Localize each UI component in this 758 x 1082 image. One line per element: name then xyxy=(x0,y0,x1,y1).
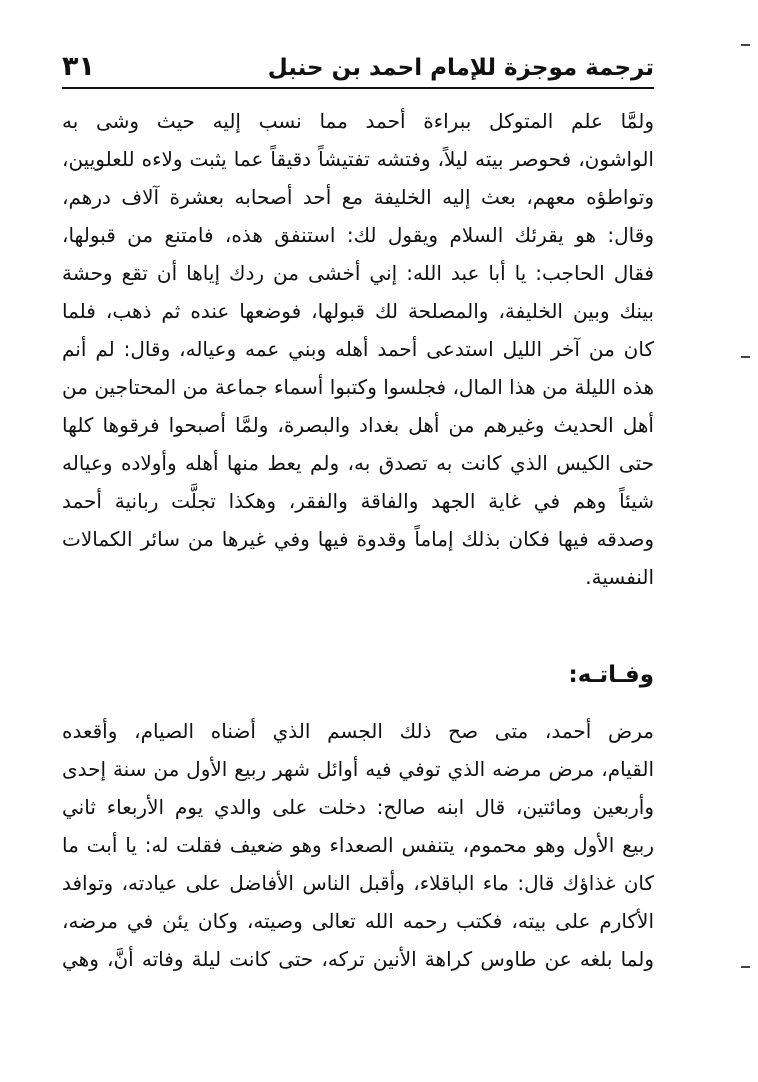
text-line: وقال: هو يقرئك السلام ويقول لك: استنفق هذه، فامتنع من قبولها، xyxy=(62,223,654,247)
text-line: مرض أحمد، متى صح ذلك الجسم الذي أضناه الصيام، وأقعده xyxy=(62,719,654,743)
margin-tick-mark xyxy=(741,356,750,358)
page-number: ٣١ xyxy=(62,51,95,82)
text-line: وتواطؤه معهم، بعث إليه الخليفة مع أحد أصحابه بعشرة آلاف درهم، xyxy=(62,185,654,209)
text-line: النفسية. xyxy=(585,565,654,589)
text-line: شيئاً وهم في غاية الجهد والفاقة والفقر، وهكذا تجلَّت ربانية أحمد xyxy=(62,489,654,513)
text-line: وأربعين ومائتين، قال ابنه صالح: دخلت على والدي يوم الأربعاء ثاني xyxy=(62,795,654,819)
text-line: كان غذاؤك قال: ماء الباقلاء، وأقبل الناس الأفاضل على عيادته، وتوافد xyxy=(62,871,654,895)
text-line: الواشون، فحوصر بيته ليلاً، وفتشه تفتيشاً دقيقاً عما يثبت ولاءه للعلويين، xyxy=(62,147,654,171)
text-line: حتى الكيس الذي كانت به تصدق به، ولم يعط منها أهله وأولاده وعياله xyxy=(62,451,654,475)
text-line: أهل الحديث وغيرهم من أهل بغداد والبصرة، ولمَّا أصبحوا فرقوها كلها xyxy=(62,413,654,437)
text-line: ولمَّا علم المتوكل ببراءة أحمد مما نسب إليه حيث وشى به xyxy=(62,109,654,133)
margin-tick-mark xyxy=(741,44,750,46)
header-rule xyxy=(62,87,654,89)
text-line: بينك وبين الخليفة، والمصلحة لك قبولها، فوضعها عنده ثم ذهب، فلما xyxy=(62,299,654,323)
running-header xyxy=(62,52,654,86)
margin-tick-mark xyxy=(741,966,750,968)
paragraph-almutawakkil-gift xyxy=(62,102,654,596)
text-line: هذه الليلة من هذا المال، فجلسوا وكتبوا أسماء جماعة من المحتاجين من xyxy=(62,375,654,399)
running-header-title: ترجمة موجزة للإمام احمد بن حنبل xyxy=(267,55,654,81)
text-line: كان من آخر الليل استدعى أحمد أهله وبني عمه وعياله، وقال: لم أنم xyxy=(62,337,654,361)
text-line: القيام، مرض مرضه الذي توفي فيه أوائل شهر ربيع الأول من سنة إحدى xyxy=(62,757,654,781)
section-heading-death: وفـاتـه: xyxy=(568,662,654,688)
text-line: فقال الحاجب: يا أبا عبد الله: إني أخشى من ردك إياها أن تقع وحشة xyxy=(62,261,654,285)
text-line: وصدقه فيها فكان بذلك إماماً وقدوة فيها وفي غيرها من سائر الكمالات xyxy=(62,527,654,551)
text-line: ولما بلغه عن طاوس كراهة الأنين تركه، حتى كانت ليلة وفاته أنَّ، وهي xyxy=(62,947,654,971)
paragraph-illness-and-death xyxy=(62,712,654,978)
text-line: ربيع الأول وهو محموم، يتنفس الصعداء وهو ضعيف فقلت له: يا أبت ما xyxy=(62,833,654,857)
text-line: الأكارم على بيته، فكتب رحمه الله تعالى وصيته، وكان يئن في مرضه، xyxy=(62,909,654,933)
